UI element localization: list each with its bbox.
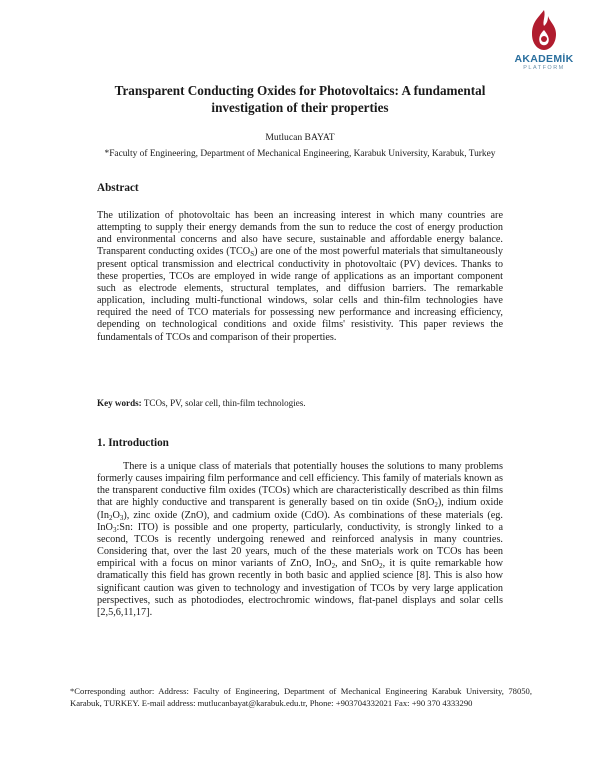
keywords bbox=[97, 398, 306, 408]
introduction-heading: 1. Introduction bbox=[97, 437, 169, 449]
logo-sub-text: PLATFORM bbox=[523, 65, 565, 71]
corresponding-author-footnote: *Corresponding author: Address: Faculty of Engineering, Department of Mechanical Engineering Karabuk University, 78050, Karabuk, TURKEY. E-mail address: mutlucanbayat@karabuk.edu.tr, Phone: +903704332021 Fax: +90 370 4333290 bbox=[70, 686, 532, 708]
logo-brand-text: AKADEMİK bbox=[514, 53, 574, 65]
flame-emblem-icon bbox=[524, 8, 564, 54]
keywords-label: Key words: bbox=[97, 398, 142, 408]
abstract-text: The utilization of photovoltaic has been an increasing interest in which many countries are attempting to supply their energy demands from the sun to reduce the cost of energy production and environmental concerns and also have secure, sustainable and affordable energy balance. Transparent conducting oxides $(TCO_S)$ are one of the most powerful materials that simultaneously present optical transmission and electrical conductivity in photovoltaic (PV) devices. Thanks to these properties, TCOs are employed in wide range of applications as an important component such as electrode elements, structural templates, and diffusion barriers. The remarkable application, including multi-functional windows, solar cells and thin-film technologies have required the need of TCO materials for possessing new performance and increasing efficiency, depending on technological conditions and oxide films' resistivity. This paper reviews the fundamentals of TCOs and comparison of their properties. bbox=[97, 210, 503, 343]
author-name: Mutlucan BAYAT bbox=[265, 132, 335, 143]
paper-title: Transparent Conducting Oxides for Photovoltaics: A fundamental investigation of their properties bbox=[114, 83, 486, 115]
abstract-heading: Abstract bbox=[97, 182, 139, 194]
introduction-text: There is a unique class of materials that potentially houses the solutions to many problems formerly causes impairing film performance and cell efficiency. This family of materials known as the transparent conductive film oxides (TCOs) which are characteristically described as thin films that are highly conductive and transparent is generally based on tin oxide (SnO$_2$), indium oxide $(In_2O_3)$, zinc oxide (ZnO), and cadmium oxide (CdO). As combinations of these materials (eg. InO$_3$:Sn: ITO) is possible and one property, particularly, conductivity, is strongly linked to a second, TCOs is recently undergoing renewed and reinforced analysis in many countries. Considering that, over the last 20 years, much of the these materials work on TCOs has been empirical with a focus on minor variants of ZnO, InO$_2$, and SnO$_2$, it is quite remarkable how dramatically this field has grown recently in both basic and applied science [8]. This is also how significant caution was given to technology and investigation of TCOs by very large application perspectives, such as photodiodes, electrochromic windows, flat-panel displays and solar cells [2,5,6,11,17]. bbox=[97, 461, 504, 618]
akademik-platform-logo bbox=[514, 8, 574, 78]
keywords-text: TCOs, PV, solar cell, thin-film technologies. bbox=[143, 398, 306, 408]
author-affiliation: *Faculty of Engineering, Department of Mechanical Engineering, Karabuk University, Karabuk, Turkey bbox=[104, 149, 496, 159]
